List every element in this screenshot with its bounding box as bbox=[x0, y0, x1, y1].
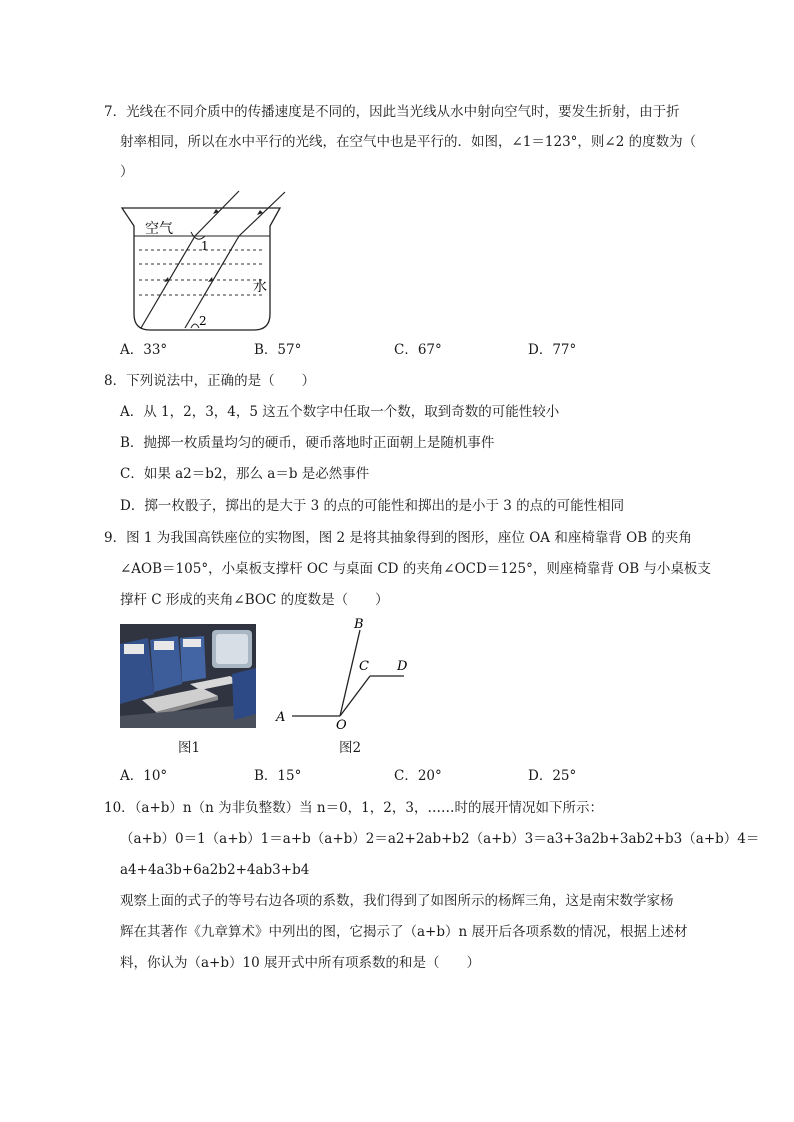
q9-label-d: D bbox=[397, 659, 408, 674]
q10-stem-line1: 10．（a+b）n（n 为非负整数）当 n＝0，1，2，3，……时的展开情况如下所示： bbox=[104, 800, 603, 816]
q9-stem-line1: 9．图 1 为我国高铁座位的实物图，图 2 是将其抽象得到的图形，座位 OA 和座椅靠背 OB 的夹角 bbox=[104, 530, 692, 546]
q9-option-d: D．25° bbox=[528, 768, 577, 784]
q10-text-line3: 料，你认为（a+b）10 展开式中所有项系数的和是（ ） bbox=[120, 955, 480, 971]
q9-option-b: B．15° bbox=[254, 768, 302, 784]
q7-angle2-label: 2 bbox=[199, 314, 207, 328]
q9-stem-line2: ∠AOB＝105°，小桌板支撑杆 OC 与桌面 CD 的夹角∠OCD＝125°，则座椅靠背 OB 与小桌板支 bbox=[120, 561, 711, 577]
q9-label-a: A bbox=[276, 710, 286, 725]
q8-option-a: A．从 1，2，3，4，5 这五个数字中任取一个数，取到奇数的可能性较小 bbox=[120, 404, 560, 420]
q10-expansion-line1: （a+b）0＝1（a+b）1＝a+b（a+b）2＝a2+2ab+b2（a+b）3＝a3+3a2b+3ab2+b3（a+b）4＝ bbox=[120, 831, 760, 847]
q9-stem-line3: 撑杆 C 形成的夹角∠BOC 的度数是（ ） bbox=[120, 592, 389, 608]
q9-label-b: B bbox=[354, 617, 364, 632]
q10-text-line1: 观察上面的式子的等号右边各项的系数，我们得到了如图所示的杨辉三角，这是南宋数学家杨 bbox=[120, 893, 674, 909]
q7-refraction-figure bbox=[115, 188, 295, 336]
q9-option-a: A．10° bbox=[120, 768, 168, 784]
q7-option-c: C．67° bbox=[394, 342, 442, 358]
q7-air-label: 空气 bbox=[145, 221, 173, 237]
q7-option-b: B．57° bbox=[254, 342, 302, 358]
q9-label-c: C bbox=[359, 659, 369, 674]
q8-option-b: B．抛掷一枚质量均匀的硬币，硬币落地时正面朝上是随机事件 bbox=[120, 435, 495, 451]
q8-option-d: D．掷一枚骰子，掷出的是大于 3 的点的可能性和掷出的是小于 3 的点的可能性相同 bbox=[120, 498, 625, 514]
q9-fig2-caption: 图2 bbox=[339, 740, 362, 756]
q9-option-c: C．20° bbox=[394, 768, 442, 784]
q7-option-a: A．33° bbox=[120, 342, 168, 358]
q10-text-line2: 辉在其著作《九章算术》中列出的图，它揭示了（a+b）n 展开后各项系数的情况，根据上述材 bbox=[120, 924, 688, 940]
q7-option-d: D．77° bbox=[528, 342, 577, 358]
q9-angle-figure bbox=[270, 612, 420, 732]
q7-stem-line3: ） bbox=[120, 164, 134, 180]
q7-water-label: 水 bbox=[253, 279, 267, 295]
q7-angle1-label: 1 bbox=[201, 239, 209, 253]
q9-label-o: O bbox=[336, 718, 347, 732]
q8-stem: 8．下列说法中，正确的是（ ） bbox=[104, 373, 316, 389]
q7-stem-line2: 射率相同，所以在水中平行的光线，在空气中也是平行的．如图，∠1＝123°，则∠2 的度数为（ bbox=[120, 134, 697, 150]
q10-expansion-line2: a4+4a3b+6a2b2+4ab3+b4 bbox=[120, 862, 310, 878]
q8-option-c: C．如果 a2＝b2，那么 a＝b 是必然事件 bbox=[120, 466, 370, 482]
q7-stem-line1: 7．光线在不同介质中的传播速度是不同的，因此当光线从水中射向空气时，要发生折射，由于折 bbox=[104, 104, 680, 120]
q9-seat-photo bbox=[120, 624, 256, 728]
q9-fig1-caption: 图1 bbox=[178, 740, 201, 756]
